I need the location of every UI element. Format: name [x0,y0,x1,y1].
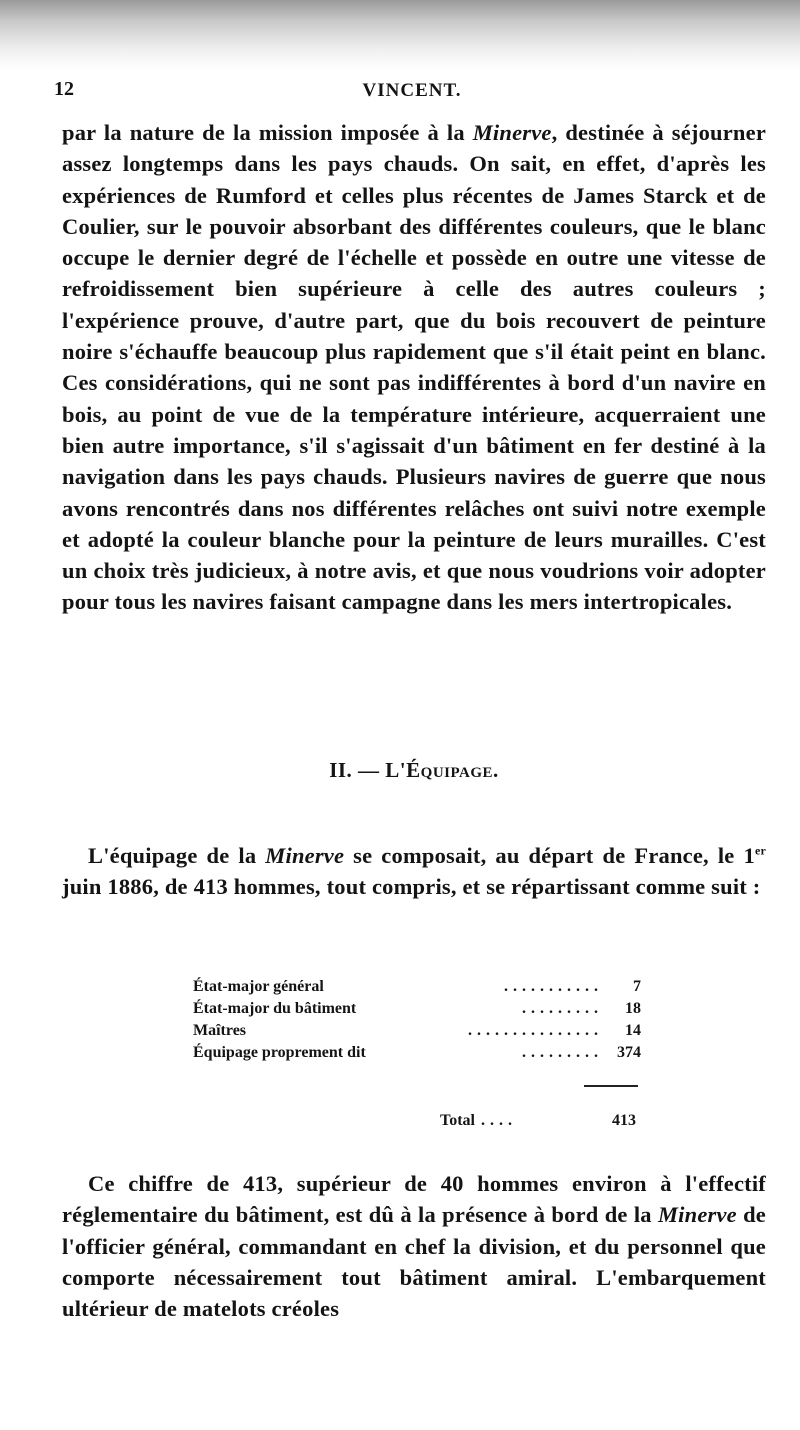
table-row [193,1022,641,1044]
table-row [193,978,641,1000]
section-title: L'Équipage. [385,758,499,782]
total-count: 413 [612,1112,636,1129]
leader-dots: .... [480,1112,517,1129]
total-label: Total [440,1112,475,1129]
section-heading [62,758,766,783]
leader-dots: ......... [522,1000,603,1017]
ship-name: Minerve [265,843,345,868]
total-row [440,1112,636,1130]
paragraph1-text-b: , destinée à séjourner assez longtemps dans les pays chauds. On sait, en effet, d'après les expériences de Rumford et celles plus récentes de James Starck et de Coulier, sur le pouvoir absorbant des différentes couleurs, que le blanc occupe le dernier degré de l'échelle et possède en outre une vitesse de refroidissement bien supérieure à celle des autres couleurs ; l'expérience prouve, d'autre part, que du bois recouvert de peinture noire s'échauffe beaucoup plus rapidement que s'il était peint en blanc. Ces considérations, qui ne sont pas indifférentes à bord d'un navire en bois, au point de vue de la température intérieure, acquerraient une bien autre importance, s'il s'agissait d'un bâtiment en fer destiné à la navigation dans les pays chauds. Plusieurs navires de guerre que nous avons rencontrés dans nos différentes relâches ont suivi notre exemple et adopté la couleur blanche pour la peinture de leurs murailles. C'est un choix très judicieux, à notre avis, et que nous voudrions voir adopter pour tous les navires faisant campagne dans les mers intertropicales. [62,120,767,615]
paragraph2-intro: L'équipage de la [88,843,266,868]
paragraph2-middle: se composait, au départ de France, le 1 [344,843,755,868]
paragraph-crew-intro [62,840,766,903]
leader-dots: ......... [522,1044,603,1061]
crew-count: 18 [625,1000,641,1017]
leader-dots: ............... [468,1022,603,1039]
leader-dots: ........... [504,978,603,995]
scan-shadow [0,0,800,70]
crew-label: Maîtres [193,1022,247,1039]
crew-label: État-major du bâtiment [193,1000,357,1017]
total-rule [584,1085,638,1087]
crew-label: Équipage proprement dit [193,1044,366,1061]
crew-label: État-major général [193,978,324,995]
ship-name: Minerve [472,120,552,145]
ship-name: Minerve [657,1202,737,1228]
paragraph3-text-b: de l'officier général, commandant en chef la division, et du personnel que comporte nécessairement tout bâtiment amiral. L'embarquement ultérieur de matelots créoles [62,1202,766,1322]
table-row [193,1000,641,1022]
crew-table [193,978,641,1066]
paragraph-ship-paint [62,117,766,618]
ordinal-superscript: er [754,843,766,858]
paragraph3-text-a: Ce chiffre de 413, supérieur de 40 hommes environ à l'effectif réglementaire du bâtiment, est dû à la présence à bord de la [62,1171,766,1228]
running-head: VINCENT. [362,80,462,101]
crew-count: 7 [633,978,641,995]
page-number: 12 [54,78,74,100]
crew-count: 14 [625,1022,641,1039]
paragraph1-text-a: par la nature de la mission imposée à la [62,120,473,145]
paragraph-crew-explanation [62,1168,766,1324]
crew-count: 374 [617,1044,641,1061]
section-number: II. — [329,758,380,782]
table-row [193,1044,641,1066]
page-header [54,78,770,108]
paragraph2-end: juin 1886, de 413 hommes, tout compris, et se répartissant comme suit : [62,874,761,900]
